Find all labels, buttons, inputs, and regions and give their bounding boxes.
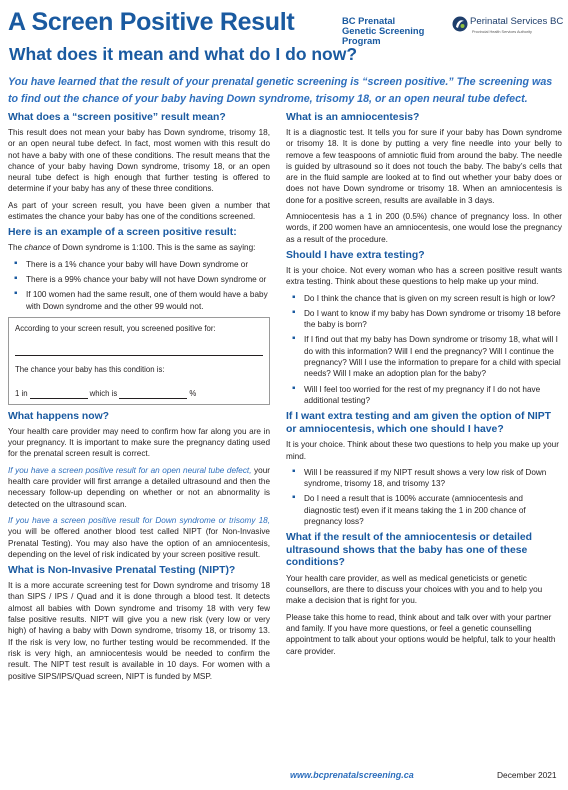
paragraph: Please take this home to read, think about and talk over with your partner and family. If you have more questions, or feel a genetic counselling appointment to talk about your options would be helpful, talk to your health care provider. xyxy=(286,612,556,656)
intro-line-2: to find out the chance of your baby having Down syndrome, trisomy 18, or an open neural tube defect. xyxy=(8,93,528,105)
paragraph xyxy=(8,465,270,510)
list-item: ▪ There is a 99% chance your baby will not have Down syndrome or xyxy=(14,274,270,285)
section-heading-extra-testing: Should I have extra testing? xyxy=(286,249,425,261)
paragraph: This result does not mean your baby has Down syndrome, trisomy 18, or an open neural tube defect. In fact, most women with this result do not have a baby with one of these conditions. The result means that the chance of your baby having Down syndrome, trisomy 18, or an open neural tube defect is high enough that further testing is offered to determine if your baby has any of these three conditions. xyxy=(8,128,270,194)
extra-testing-questions xyxy=(292,293,562,407)
program-name xyxy=(342,16,442,46)
paragraph: Your health care provider may need to confirm how far along you are in your pregnancy. It is important to make sure the pregnancy dating used for the prenatal screen result is correct. xyxy=(8,426,270,459)
list-item: ▪ Will I feel too worried for the rest of my pregnancy if I do not have additional testing? xyxy=(292,384,562,407)
example-lead xyxy=(8,242,270,253)
org-logo xyxy=(452,13,564,39)
screened-for-field[interactable] xyxy=(15,334,263,356)
page-subtitle: What does it mean and what do I do now? xyxy=(9,44,358,64)
paragraph-text: your health care provider will first arrange a detailed ultrasound and then the necessary follow-up depending on whether or not an abnormality is detected on the ultrasound scan. xyxy=(8,465,270,509)
footer-date: December 2021 xyxy=(497,770,557,780)
list-item: ▪ Do I want to know if my baby has Down syndrome or trisomy 18 before the baby is born? xyxy=(292,308,562,331)
intro xyxy=(8,74,560,108)
form-label-one-in: 1 in xyxy=(15,388,28,398)
section-heading-condition-found: What if the result of the amniocentesis or detailed ultrasound shows that the baby has one of these conditions? xyxy=(286,532,532,569)
form-label-screened-for: According to your screen result, you screened positive for: xyxy=(15,323,216,333)
example-lead-italic: chance xyxy=(24,243,51,253)
section-heading-nipt-or-amnio: If I want extra testing and am given the option of NIPT or amniocentesis, which one should I have? xyxy=(286,411,551,435)
intro-line-1: You have learned that the result of your prenatal genetic screening is “screen positive.” The screening was xyxy=(8,76,553,88)
paragraph xyxy=(8,515,270,560)
org-tagline: Provincial Health Services Authority xyxy=(472,30,532,34)
result-form-box xyxy=(8,317,270,405)
form-label-which-is: which is xyxy=(89,388,118,398)
nipt-or-amnio-questions xyxy=(292,467,562,527)
list-item: ▪ There is a 1% chance your baby will have Down syndrome or xyxy=(14,259,270,270)
paragraph-lead: If you have a screen positive result for an open neural tube defect, xyxy=(8,465,252,475)
list-item: ▪ If 100 women had the same result, one of them would have a baby with Down syndrome and the other 99 would not. xyxy=(14,289,270,312)
example-lead-text: of Down syndrome is 1:100. This is the same as saying: xyxy=(50,243,256,253)
paragraph: It is a more accurate screening test for Down syndrome and trisomy 18 than SIPS / IPS / Quad and it is done through a blood test. It detects almost all babies with Down syndrome and trisomy 18 with very few false positive results. NIPT will give you a new risk (very low or very high) of having a baby with Down syndrome, trisomy 18, or trisomy 13. If the risk is very low, no further testing would be recommended. If the risk is very high, an amniocentesis would be needed to confirm the result. The NIPT test result is available in 10 days. For women with a positive SIPS/IPS/Quad screen, NIPT is funded by MSP. xyxy=(8,581,270,681)
program-line-2: Genetic Screening xyxy=(342,25,425,36)
one-in-field[interactable] xyxy=(30,390,88,399)
section-heading-what-happens-now: What happens now? xyxy=(8,410,110,422)
header xyxy=(8,8,564,70)
paragraph-lead: If you have a screen positive result for Down syndrome or trisomy 18, xyxy=(8,515,270,525)
section-heading-screen-positive-meaning: What does a “screen positive” result mean? xyxy=(8,112,226,123)
example-bullet-list xyxy=(14,259,270,312)
perinatal-services-logo-icon xyxy=(452,16,468,32)
page-title: A Screen Positive Result xyxy=(8,8,295,36)
program-line-1: BC Prenatal xyxy=(342,15,396,26)
org-name: Perinatal Services BC xyxy=(470,16,564,27)
paragraph: It is a diagnostic test. It tells you for sure if your baby has Down syndrome or trisomy 18. It is done by putting a very fine needle into your belly to remove a few teaspoons of amniotic fluid from around the baby. The needle is guided by ultrasound so it does not touch the baby. The baby’s cells that are in the fluid sample are looked at to find out whether your baby does or does not have Down syndrome or trisomy 18. When an amniocentesis is done for a positive screen, results are available in 3 days. xyxy=(286,128,562,205)
form-label-percent: % xyxy=(189,388,197,398)
paragraph-text: you will be offered another blood test called NIPT (for Non-Invasive Prenatal Testing). You may also have the option of an amniocentesis, depending on the level of risk indicated by your screen positive result. xyxy=(8,527,270,559)
list-item: ▪ If I find out that my baby has Down syndrome or trisomy 18, what will I do with this information? Will I end the pregnancy? Will I continue the pregnancy? Will I use the information to prepare for a child with special needs? Will I make an adoption plan for the baby? xyxy=(292,334,562,379)
example-lead-text: The xyxy=(8,243,25,253)
left-column xyxy=(8,112,270,687)
program-line-3: Program xyxy=(342,35,381,46)
paragraph: It is your choice. Think about these two questions to help you make up your mind. xyxy=(286,440,559,461)
right-column xyxy=(286,112,562,662)
list-item: ▪ Do I need a result that is 100% accurate (amniocentesis and diagnostic test) even if it means taking the 1 in 200 chance of pregnancy loss? xyxy=(292,493,562,527)
list-item: ▪ Will I be reassured if my NIPT result shows a very low risk of Down syndrome, trisomy 18, and trisomy 13? xyxy=(292,467,562,490)
chance-row xyxy=(15,389,263,399)
paragraph: As part of your screen result, you have been given a number that estimates the chance your baby has one of the conditions screened. xyxy=(8,200,270,222)
percent-field[interactable] xyxy=(119,390,187,399)
list-item: ▪ Do I think the chance that is given on my screen result is high or low? xyxy=(292,293,562,304)
section-heading-amniocentesis: What is an amniocentesis? xyxy=(286,112,420,123)
section-heading-nipt: What is Non-Invasive Prenatal Testing (NIPT)? xyxy=(8,565,236,577)
paragraph: Your health care provider, as well as medical geneticists or genetic counsellors, are there to discuss your choices with you and to help you make a decision that is right for you. xyxy=(286,573,543,606)
paragraph: Amniocentesis has a 1 in 200 (0.5%) chance of pregnancy loss. In other words, if 200 women have an amniocentesis, one would lose the pregnancy as a result of the procedure. xyxy=(286,212,562,244)
section-heading-example: Here is an example of a screen positive result: xyxy=(8,227,237,239)
paragraph: It is your choice. Not every woman who has a screen positive result wants extra testing. Think about these questions to help make up your mind. xyxy=(286,265,562,287)
footer-website-link[interactable]: www.bcprenatalscreening.ca xyxy=(290,770,414,780)
form-label-chance: The chance your baby has this condition is: xyxy=(15,364,165,374)
